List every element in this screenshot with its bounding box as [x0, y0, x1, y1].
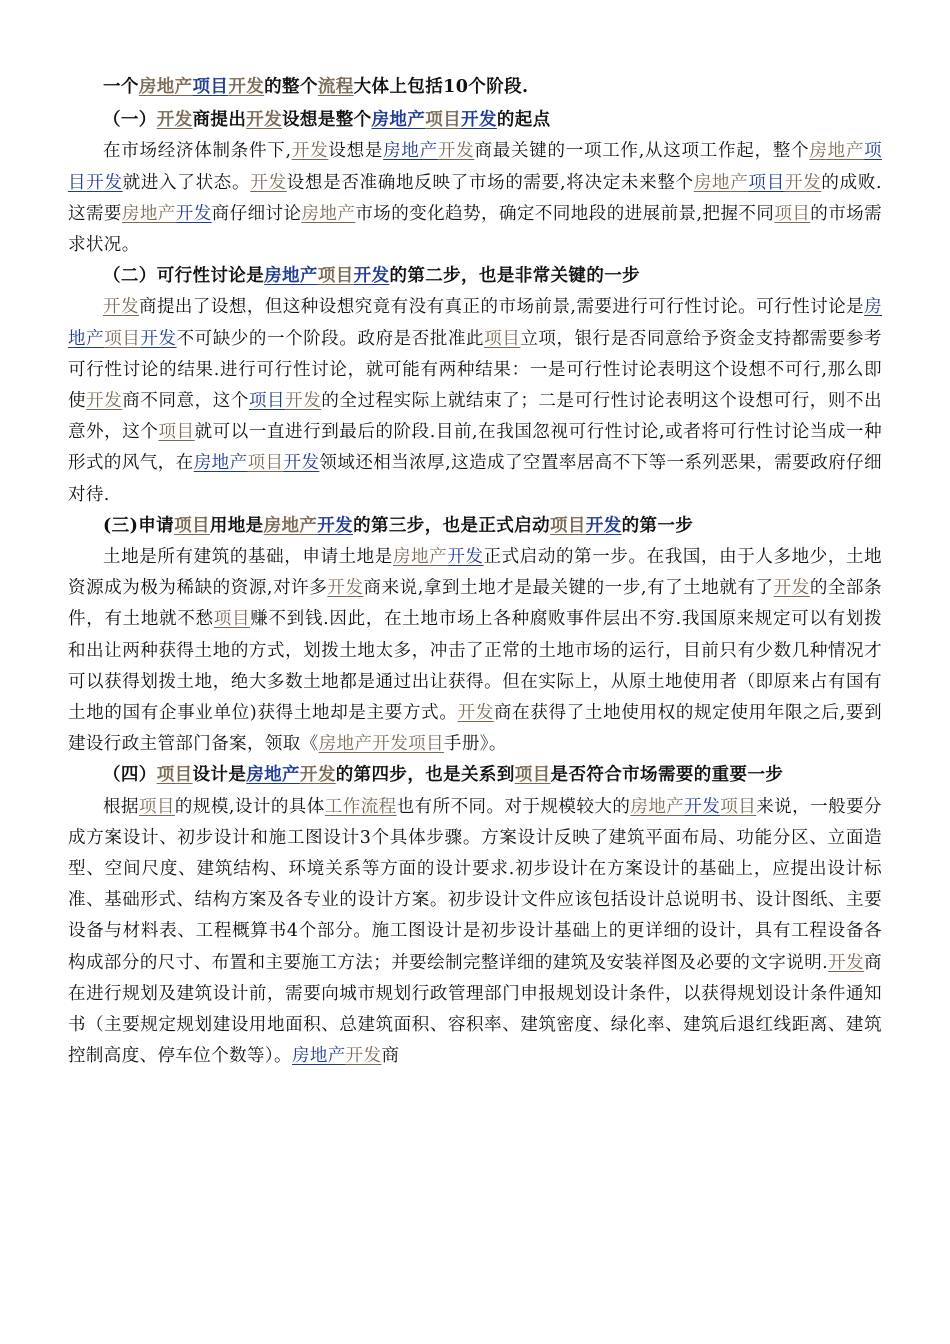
text-run: 领域还相当浓厚,这造成了空置率居高不下等一系列恶果，需要政府仔细对待.: [68, 453, 882, 505]
paragraph: [68, 792, 882, 1073]
section-heading: [68, 105, 882, 136]
keyword-link[interactable]: 开发: [828, 952, 865, 973]
keyword-link[interactable]: 房地产: [246, 765, 300, 786]
keyword-link[interactable]: 房地产: [291, 1046, 346, 1067]
text-run: 手册》。: [443, 734, 507, 755]
keyword-link[interactable]: 项目: [158, 422, 195, 443]
keyword-link[interactable]: 开发: [784, 172, 822, 193]
text-run: （四）: [103, 765, 157, 786]
text-run: 就可以一直进行到最后的阶段.目前,在我国忽视可行性讨论,或者将可行性讨论当成一种形式的风气，在: [68, 422, 883, 474]
text-run: 的全过程实际上就结束了；二是可行性讨论表明这个设想可行，则不出意外，这个: [68, 391, 882, 443]
text-run: 商在进行规划及建筑设计前，需要向城市规划行政管理部门申报规划设计条件，以获得规划设计条件通知书（主要规定规划建设用地面积、总建筑面积、容积率、建筑密度、绿化率、建筑后退红线距离、建筑控制高度、停车位个数等）。: [68, 952, 882, 1067]
keyword-link[interactable]: 开发: [228, 77, 265, 97]
text-run: 的成败.这需要: [68, 172, 883, 224]
keyword-link[interactable]: 开发: [437, 141, 475, 162]
keyword-link[interactable]: 项目: [104, 328, 141, 349]
section-heading: [68, 261, 882, 292]
keyword-link[interactable]: 项目: [213, 609, 251, 630]
text-run: 商最关键的一项工作,从这项工作起，整个: [474, 141, 810, 162]
keyword-link[interactable]: 开发: [283, 453, 320, 474]
section-heading: [68, 511, 882, 542]
keyword-link[interactable]: 开发: [317, 515, 354, 536]
text-run: 大体上包括10个阶段.: [353, 77, 529, 97]
keyword-link[interactable]: 项目: [138, 796, 175, 817]
text-run: 根据: [103, 796, 139, 817]
keyword-link[interactable]: 项目: [248, 391, 286, 412]
text-run: 用地是: [209, 515, 264, 536]
keyword-link[interactable]: 项目: [247, 453, 284, 474]
keyword-link[interactable]: 开发: [585, 515, 622, 536]
keyword-link[interactable]: 开发: [457, 703, 494, 724]
text-run: 的第三步，也是正式启动: [353, 515, 550, 536]
keyword-link[interactable]: 项目: [156, 765, 193, 786]
keyword-link[interactable]: 流程: [317, 77, 354, 97]
text-run: 来说，一般要分成方案设计、初步设计和施工图设计3个具体步骤。方案设计反映了建筑平面布局、功能分区、立面造型、空间尺度、建筑结构、环境关系等方面的设计要求.初步设计在方案设计的基础上，应提出设计标准、基础形式、结构方案及各专业的设计方案。初步设计文件应该包括设计总说明书、设计图纸、主要设备与材料表、工程概算书4个部分。施工图设计是初步设计基础上的更详细的设计，具有工程设备各构成部分的尺寸、布置和主要施工方法；并要绘制完整详细的建筑及安装祥图及必要的文字说明.: [68, 796, 882, 973]
keyword-link[interactable]: 开发: [461, 110, 497, 131]
keyword-link[interactable]: 开发: [291, 141, 329, 162]
keyword-link[interactable]: 房地产: [630, 796, 685, 817]
keyword-link[interactable]: 开发: [156, 110, 193, 131]
keyword-link[interactable]: 房地产: [264, 266, 318, 287]
text-run: 设想是整个: [282, 110, 372, 131]
keyword-link[interactable]: 开发: [246, 110, 283, 131]
keyword-link[interactable]: 项目: [174, 515, 210, 536]
text-run: 立项，银行是否同意给予资金支持都需要参考可行性讨论的结果.进行可行性讨论，就可能有两种结果：一是可行性讨论表明这个设想不可行,那么即使: [68, 328, 882, 412]
keyword-link[interactable]: 项目: [192, 77, 229, 97]
text-run: 的第一步: [621, 515, 694, 536]
keyword-link[interactable]: 开发: [140, 328, 177, 349]
text-run: 商提出: [192, 110, 247, 131]
text-run: 商仔细讨论: [211, 203, 302, 224]
keyword-link[interactable]: 项目: [748, 172, 785, 193]
text-run: 商提出了设想，但这种设想究竟有没有真正的市场前景,需要进行可行性讨论。可行性讨论是: [138, 297, 865, 318]
text-run: 商在获得了土地使用权的规定使用年限之后,要到建设行政主管部门备案，领取《: [68, 703, 882, 755]
keyword-link[interactable]: 项目: [317, 266, 354, 287]
keyword-link[interactable]: 房地产: [301, 203, 356, 224]
text-run: 是否符合市场需要的重要一步: [550, 765, 784, 786]
keyword-link[interactable]: 房地产: [383, 141, 438, 162]
text-run: 的整个: [264, 77, 318, 97]
keyword-link[interactable]: 房地产: [693, 172, 749, 193]
text-run: 的市场需求状况。: [68, 203, 883, 256]
section-heading: [68, 760, 882, 791]
paragraph: [68, 542, 882, 760]
keyword-link[interactable]: 工作: [324, 796, 361, 817]
keyword-link[interactable]: 开发: [86, 172, 123, 193]
keyword-link[interactable]: 项目: [720, 796, 757, 817]
text-run: 的第四步，也是关系到: [335, 765, 515, 786]
keyword-link[interactable]: 房地产: [138, 77, 193, 97]
text-run: 设计是: [192, 765, 247, 786]
keyword-link[interactable]: 开发: [86, 391, 123, 412]
keyword-link[interactable]: 开发: [103, 297, 139, 318]
keyword-link[interactable]: 项目: [514, 765, 551, 786]
text-run: 也有所不同。对于规模较大的: [396, 796, 631, 817]
text-run: 设想是: [328, 141, 384, 162]
text-run: (三)申请: [103, 515, 175, 536]
keyword-link[interactable]: 开发: [684, 796, 721, 817]
keyword-link[interactable]: 开发: [327, 578, 364, 599]
keyword-link[interactable]: 房地产: [371, 110, 426, 131]
keyword-link[interactable]: 项目: [774, 203, 811, 224]
keyword-link[interactable]: 房地产: [193, 453, 248, 474]
text-run: 商不同意，这个: [122, 391, 249, 412]
section-heading: [68, 72, 882, 103]
text-run: 设想是否准确地反映了市场的需要,将决定未来整个: [286, 172, 694, 193]
paragraph: [68, 292, 882, 510]
text-run: 市场的变化趋势，确定不同地段的进展前景,把握不同: [355, 203, 775, 224]
text-run: 赚不到钱.因此，在土地市场上各种腐败事件层出不穷.我国原来规定可以有划拨和出让两种获得土地的方式，划拨土地太多，冲击了正常的土地市场的运行，目前只有少数几种情况才可以获得划拨土地，绝大多数土地都是通过出让获得。但在实际上，从原土地使用者（即原来占有国有土地的国有企事业单位)获得土地却是主要方式。: [68, 609, 882, 724]
keyword-link[interactable]: 开发: [175, 203, 212, 224]
text-run: （二）可行性讨论是: [103, 266, 265, 287]
keyword-link[interactable]: 开发: [250, 172, 287, 193]
keyword-link[interactable]: 房地产开发项目: [318, 734, 444, 755]
keyword-link[interactable]: 开发: [773, 578, 810, 599]
text-run: 的第二步，也是非常关键的一步: [389, 266, 641, 287]
keyword-link[interactable]: 房地产: [263, 515, 318, 536]
text-run: 的规模,设计的具体: [174, 796, 325, 817]
keyword-link[interactable]: 开发: [345, 1046, 382, 1067]
keyword-link[interactable]: 项目: [550, 515, 586, 536]
paragraph: [68, 136, 882, 261]
text-run: （一）: [103, 110, 157, 131]
keyword-link[interactable]: 房地产: [68, 297, 882, 349]
keyword-link[interactable]: 项目: [68, 141, 882, 193]
text-run: 商来说,拿到土地才是最关键的一步,有了土地就有了: [363, 578, 774, 599]
text-run: 商: [381, 1046, 400, 1067]
keyword-link[interactable]: 开发: [299, 765, 336, 786]
text-run: 不可缺少的一个阶段。政府是否批准此: [176, 328, 485, 349]
keyword-link[interactable]: 开发: [285, 391, 322, 412]
document-body: [68, 72, 882, 1073]
keyword-link[interactable]: 开发: [447, 547, 484, 568]
text-run: 正式启动的第一步。在我国，由于人多地少，土地资源成为极为稀缺的资源,对许多: [68, 547, 882, 599]
keyword-link[interactable]: 流程: [360, 796, 397, 817]
text-run: 一个: [103, 77, 139, 97]
text-run: 的全部条件，有土地就不愁: [68, 578, 882, 630]
text-run: 的起点: [496, 110, 551, 131]
keyword-link[interactable]: 房地产: [121, 203, 176, 224]
keyword-link[interactable]: 房地产: [392, 547, 448, 568]
keyword-link[interactable]: 房地产: [809, 141, 865, 162]
keyword-link[interactable]: 开发: [353, 266, 390, 287]
keyword-link[interactable]: 项目: [425, 110, 462, 131]
text-run: 在市场经济体制条件下,: [103, 141, 292, 162]
text-run: 就进入了状态。: [122, 172, 251, 193]
keyword-link[interactable]: 项目: [484, 328, 521, 349]
text-run: 土地是所有建筑的基础，申请土地是: [103, 547, 393, 568]
